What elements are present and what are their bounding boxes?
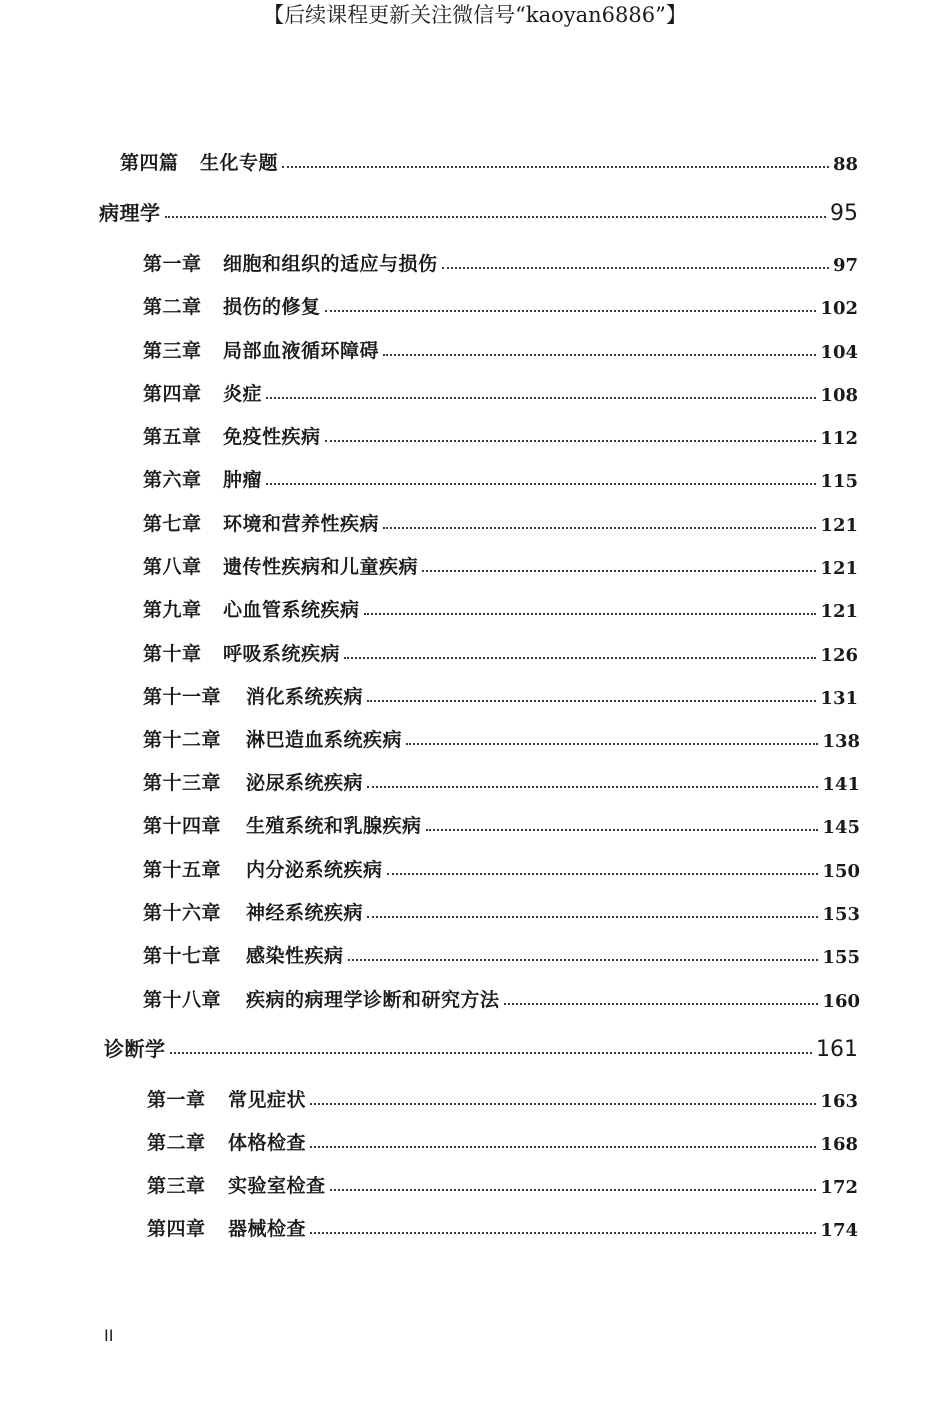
toc-entry-title: 免疫性疾病 bbox=[223, 426, 321, 448]
toc-entry-label: 第十二章 bbox=[143, 729, 222, 751]
toc-entry-title: 器械检查 bbox=[228, 1218, 307, 1240]
toc-entry-page-number: 126 bbox=[820, 645, 858, 666]
toc-entry-leader-dots bbox=[504, 1003, 819, 1005]
toc-entry-leader-dots bbox=[442, 267, 829, 269]
toc-entry-leader-dots bbox=[310, 1103, 816, 1105]
toc-entry-title: 病理学 bbox=[99, 201, 161, 225]
toc-entry-label: 第六章 bbox=[143, 469, 202, 491]
toc-entry-title: 心血管系统疾病 bbox=[223, 599, 360, 621]
toc-entry-page-number: 95 bbox=[830, 201, 858, 226]
toc-entry-section bbox=[99, 196, 858, 226]
toc-entry-chapter bbox=[143, 895, 860, 925]
toc-entry-leader-dots bbox=[406, 743, 818, 745]
toc-entry-chapter bbox=[143, 852, 860, 882]
toc-entry-chapter bbox=[143, 722, 860, 752]
toc-entry-page-number: 161 bbox=[816, 1037, 858, 1062]
toc-entry-leader-dots bbox=[325, 310, 817, 312]
toc-entry-leader-dots bbox=[348, 959, 819, 961]
toc-entry-chapter bbox=[143, 376, 858, 406]
toc-entry-chapter bbox=[143, 419, 858, 449]
toc-entry-title: 肿瘤 bbox=[223, 469, 263, 491]
toc-entry-leader-dots bbox=[387, 873, 819, 875]
toc-entry-chapter bbox=[147, 1082, 858, 1112]
toc-entry-label: 第八章 bbox=[143, 556, 202, 578]
toc-entry-label: 第十七章 bbox=[143, 945, 222, 967]
toc-entry-title: 生化专题 bbox=[200, 152, 279, 174]
toc-entry-label: 第五章 bbox=[143, 426, 202, 448]
toc-entry-label: 第十四章 bbox=[143, 815, 222, 837]
toc-entry-title: 常见症状 bbox=[228, 1089, 307, 1111]
toc-entry-title: 疾病的病理学诊断和研究方法 bbox=[246, 989, 500, 1011]
toc-entry-leader-dots bbox=[266, 397, 816, 399]
toc-entry-chapter bbox=[143, 462, 858, 492]
toc-entry-page-number: 155 bbox=[822, 947, 860, 968]
toc-entry-chapter bbox=[143, 246, 858, 276]
toc-entry-chapter bbox=[147, 1168, 858, 1198]
toc-entry-chapter bbox=[143, 679, 858, 709]
toc-entry-page-number: 112 bbox=[820, 428, 858, 449]
toc-entry-page-number: 174 bbox=[820, 1220, 858, 1241]
page-number: II bbox=[104, 1326, 114, 1345]
toc-entry-page-number: 131 bbox=[820, 688, 858, 709]
toc-entry-label: 第四章 bbox=[147, 1218, 206, 1240]
toc-entry-title: 细胞和组织的适应与损伤 bbox=[223, 253, 438, 275]
toc-entry-leader-dots bbox=[165, 216, 827, 218]
toc-entry-page-number: 97 bbox=[832, 255, 858, 276]
toc-entry-page-number: 115 bbox=[820, 471, 858, 492]
toc-entry-page-number: 108 bbox=[820, 385, 858, 406]
toc-entry-leader-dots bbox=[344, 657, 816, 659]
toc-entry-leader-dots bbox=[325, 440, 817, 442]
toc-entry-page-number: 153 bbox=[822, 904, 860, 925]
toc-entry-chapter bbox=[143, 289, 858, 319]
toc-entry-part bbox=[120, 145, 858, 175]
toc-entry-leader-dots bbox=[426, 829, 819, 831]
toc-entry-title: 呼吸系统疾病 bbox=[223, 643, 341, 665]
toc-entry-label: 第二章 bbox=[147, 1132, 206, 1154]
toc-entry-title: 感染性疾病 bbox=[246, 945, 344, 967]
toc-entry-chapter bbox=[143, 765, 860, 795]
toc-entry-label: 第三章 bbox=[143, 340, 202, 362]
toc-entry-title: 内分泌系统疾病 bbox=[246, 859, 383, 881]
toc-entry-page-number: 163 bbox=[820, 1091, 858, 1112]
toc-entry-chapter bbox=[143, 592, 858, 622]
toc-entry-chapter bbox=[143, 549, 858, 579]
toc-entry-chapter bbox=[143, 333, 858, 363]
toc-entry-label: 第十一章 bbox=[143, 686, 222, 708]
toc-entry-leader-dots bbox=[367, 700, 816, 702]
toc-entry-title: 消化系统疾病 bbox=[246, 686, 364, 708]
toc-entry-page-number: 168 bbox=[820, 1134, 858, 1155]
toc-entry-label: 第一章 bbox=[143, 253, 202, 275]
toc-entry-label: 第十五章 bbox=[143, 859, 222, 881]
toc-entry-chapter bbox=[147, 1125, 858, 1155]
toc-entry-page-number: 88 bbox=[832, 154, 858, 175]
toc-entry-leader-dots bbox=[383, 354, 816, 356]
toc-entry-page-number: 138 bbox=[822, 731, 860, 752]
toc-entry-page-number: 150 bbox=[822, 861, 860, 882]
toc-entry-leader-dots bbox=[367, 786, 818, 788]
toc-entry-chapter bbox=[143, 636, 858, 666]
toc-entry-leader-dots bbox=[310, 1232, 816, 1234]
toc-entry-page-number: 121 bbox=[820, 601, 858, 622]
toc-entry-leader-dots bbox=[330, 1189, 817, 1191]
toc-entry-title: 遗传性疾病和儿童疾病 bbox=[223, 556, 419, 578]
toc-entry-chapter bbox=[143, 982, 860, 1012]
toc-entry-leader-dots bbox=[364, 613, 817, 615]
toc-entry-label: 第十八章 bbox=[143, 989, 222, 1011]
toc-entry-title: 环境和营养性疾病 bbox=[223, 513, 380, 535]
toc-entry-chapter bbox=[147, 1211, 858, 1241]
toc-entry-label: 第四章 bbox=[143, 383, 202, 405]
toc-entry-title: 实验室检查 bbox=[228, 1175, 326, 1197]
toc-entry-page-number: 121 bbox=[820, 558, 858, 579]
toc-entry-label: 第二章 bbox=[143, 296, 202, 318]
toc-entry-label: 第三章 bbox=[147, 1175, 206, 1197]
toc-entry-page-number: 102 bbox=[820, 298, 858, 319]
toc-entry-label: 第十六章 bbox=[143, 902, 222, 924]
toc-entry-page-number: 160 bbox=[822, 991, 860, 1012]
toc-entry-label: 第七章 bbox=[143, 513, 202, 535]
toc-entry-title: 泌尿系统疾病 bbox=[246, 772, 364, 794]
toc-entry-page-number: 141 bbox=[822, 774, 860, 795]
header-banner: 【后续课程更新关注微信号“kaoyan6886”】 bbox=[263, 3, 687, 27]
toc-entry-label: 第九章 bbox=[143, 599, 202, 621]
toc-entry-label: 第十三章 bbox=[143, 772, 222, 794]
toc-entry-leader-dots bbox=[367, 916, 818, 918]
toc-entry-title: 炎症 bbox=[223, 383, 263, 405]
toc-entry-page-number: 172 bbox=[820, 1177, 858, 1198]
toc-entry-title: 损伤的修复 bbox=[223, 296, 321, 318]
toc-entry-title: 生殖系统和乳腺疾病 bbox=[246, 815, 422, 837]
toc-entry-title: 体格检查 bbox=[228, 1132, 307, 1154]
toc-entry-chapter bbox=[143, 938, 860, 968]
toc-entry-leader-dots bbox=[383, 527, 816, 529]
toc-entry-leader-dots bbox=[282, 166, 829, 168]
toc-entry-chapter bbox=[143, 808, 860, 838]
toc-entry-section bbox=[104, 1032, 858, 1062]
toc-entry-label: 第十章 bbox=[143, 643, 202, 665]
toc-entry-title: 神经系统疾病 bbox=[246, 902, 364, 924]
toc-entry-leader-dots bbox=[310, 1146, 816, 1148]
toc-entry-leader-dots bbox=[170, 1052, 813, 1054]
toc-entry-leader-dots bbox=[422, 570, 816, 572]
toc-entry-page-number: 145 bbox=[822, 817, 860, 838]
toc-entry-page-number: 121 bbox=[820, 515, 858, 536]
toc-entry-title: 诊断学 bbox=[104, 1037, 166, 1061]
toc-entry-leader-dots bbox=[266, 483, 816, 485]
toc-entry-label: 第一章 bbox=[147, 1089, 206, 1111]
toc-entry-label: 第四篇 bbox=[120, 152, 179, 174]
toc-entry-title: 淋巴造血系统疾病 bbox=[246, 729, 403, 751]
toc-entry-page-number: 104 bbox=[820, 342, 858, 363]
toc-entry-title: 局部血液循环障碍 bbox=[223, 340, 380, 362]
toc-entry-chapter bbox=[143, 506, 858, 536]
